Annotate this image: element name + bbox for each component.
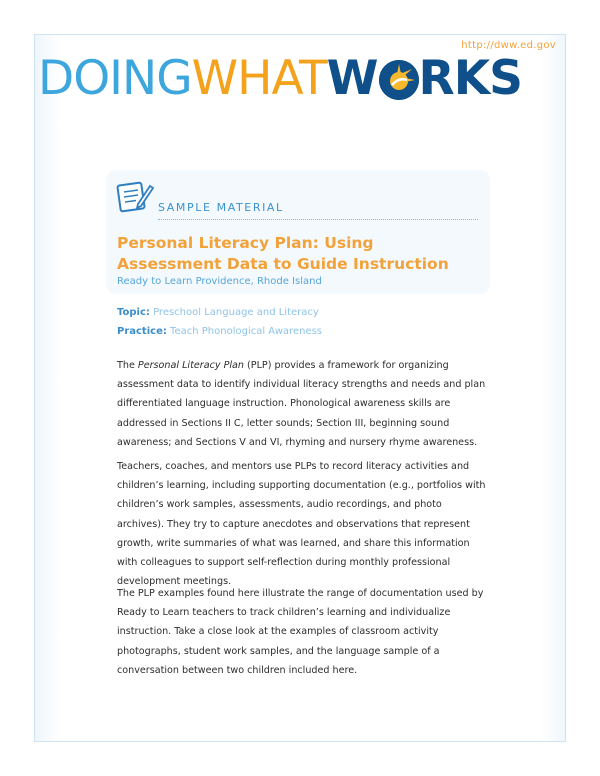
topic-label: Topic: — [117, 307, 150, 318]
topic-value: Preschool Language and Literacy — [153, 307, 319, 318]
body-paragraph-1 — [117, 356, 489, 452]
sample-material-label: SAMPLE MATERIAL — [158, 201, 284, 214]
body-paragraph-3 — [117, 584, 489, 680]
document-subtitle: Ready to Learn Providence, Rhode Island — [117, 276, 322, 287]
site-url[interactable]: http://dww.ed.gov — [461, 40, 556, 51]
logo-word-works-suffix: RKS — [418, 51, 522, 106]
p2-text: Teachers, coaches, and mentors use PLPs to record literacy activities and children’s learning, including supporting documentation (e.g., portfolios with children’s work samples, assessments, audio recordings, and photo archives). They try to capture anecdotes and observations that represent growth, write summaries of what was learned, and share this information with colleagues to support self-reflection during monthly professional development meetings. — [117, 461, 486, 588]
document-title: Personal Literacy Plan: Using Assessment Data to Guide Instruction — [117, 234, 449, 273]
practice-label: Practice: — [117, 326, 167, 337]
logo-word-what: WHAT — [191, 51, 327, 106]
practice-line — [117, 326, 322, 337]
topic-line — [117, 307, 319, 318]
doing-what-works-logo — [38, 51, 522, 106]
logo-word-works-prefix: W — [326, 51, 378, 106]
dotted-divider — [158, 219, 478, 220]
logo-word-doing: DOING — [38, 51, 192, 106]
practice-value: Teach Phonological Awareness — [170, 326, 322, 337]
p1-prefix: The — [117, 360, 138, 371]
logo-sunburst-icon — [379, 60, 419, 100]
p3-text: The PLP examples found here illustrate the range of documentation used by Ready to Learn teachers to track children’s learning and individualize instruction. Take a close look at the examples of classroom activity photographs, student work samples, and the language sample of a conversation between two children included here. — [117, 588, 484, 676]
body-paragraph-2 — [117, 457, 489, 591]
document-pencil-icon — [116, 178, 154, 218]
p1-italic-title: Personal Literacy Plan — [137, 360, 244, 371]
p1-rest: (PLP) provides a framework for organizing assessment data to identify individual literacy strengths and needs and plan differentiated language instruction. Phonological awareness skills are addressed in Sections II C, letter sounds; Section III, beginning sound awareness; and Sections V and VI, rhyming and nursery rhyme awareness. — [117, 360, 486, 448]
